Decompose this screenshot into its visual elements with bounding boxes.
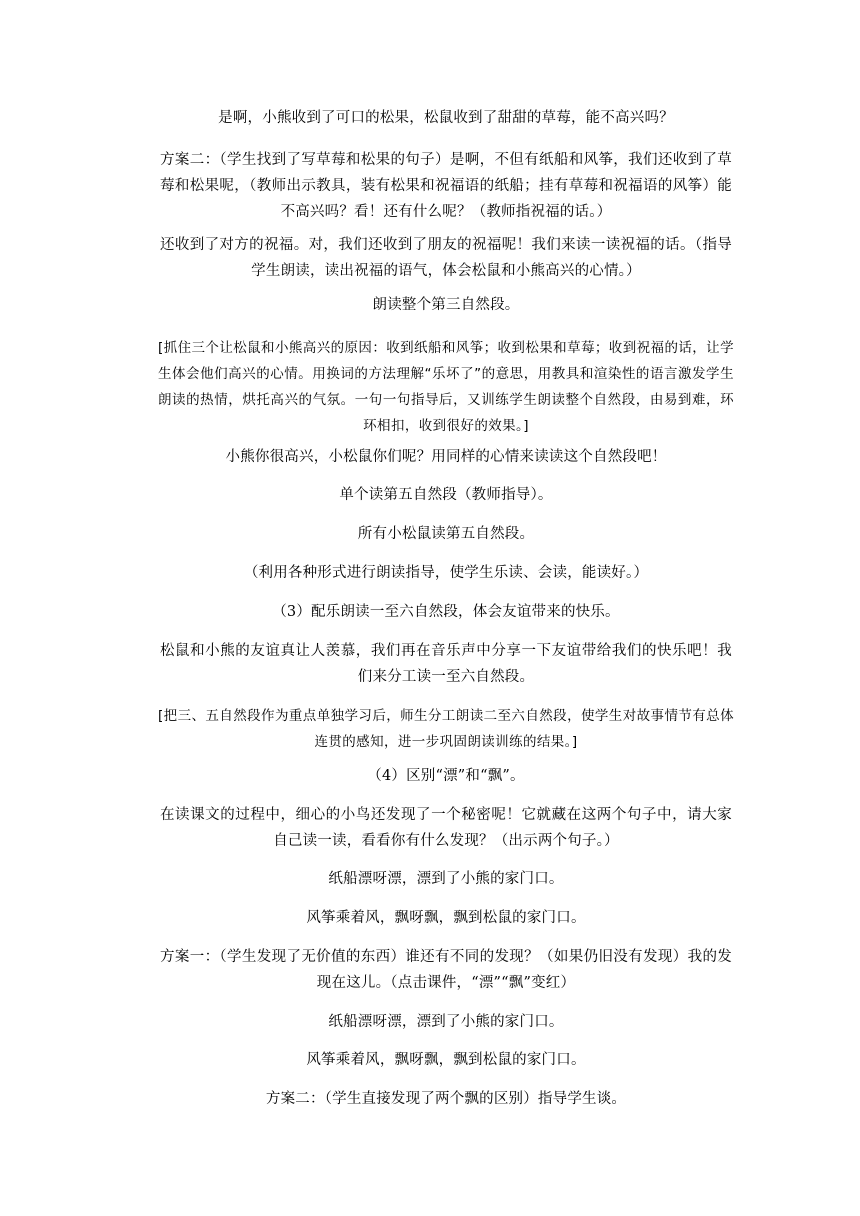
paragraph-9: （3）配乐朗读一至六自然段，体会友谊带来的快乐。 xyxy=(272,604,620,620)
paragraph-6: 单个读第五自然段（教师指导）。 xyxy=(339,487,553,503)
paragraph-2: 方案二：（学生找到了写草莓和松果的句子）是啊，不但有纸船和风筝，我们还收到了草莓和松果呢，（教师出示教具，装有松果和祝福语的纸船；挂有草莓和祝福语的风筝）能不高兴吗？看！还有什么呢？（教师指祝福的话。） xyxy=(160,152,732,220)
example-sentence-4: 风筝乘着风，飘呀飘，飘到松鼠的家门口。 xyxy=(306,1052,586,1068)
paragraph-7: 所有小松鼠读第五自然段。 xyxy=(357,526,535,542)
paragraph-4: 朗读整个第三自然段。 xyxy=(372,297,520,313)
paragraph-12: 在读课文的过程中，细心的小鸟还发现了一个秘密呢！它就藏在这两个句子中，请大家自己读一读，看看你有什么发现？（出示两个句子。） xyxy=(160,807,732,849)
paragraph-11: （4）区别“漂”和“飘”。 xyxy=(367,768,525,784)
example-sentence-3: 纸船漂呀漂，漂到了小熊的家门口。 xyxy=(328,1014,564,1030)
paragraph-10: 松鼠和小熊的友谊真让人羡慕，我们再在音乐声中分享一下友谊带给我们的快乐吧！我们来分工读一至六自然段。 xyxy=(160,643,732,685)
annotation-1: [抓住三个让松鼠和小熊高兴的原因：收到纸船和风筝；收到松果和草莓；收到祝福的话，让学生体会他们高兴的心情。用换词的方法理解“乐坏了”的意思，用教具和渲染性的语言激发学生朗读的热情，烘托高兴的气氛。一句一句指导后，又训练学生朗读整个自然段，由易到难，环环相扣，收到很好的效果。] xyxy=(158,340,734,434)
example-sentence-1: 纸船漂呀漂，漂到了小熊的家门口。 xyxy=(328,871,564,887)
paragraph-3: 还收到了对方的祝福。对，我们还收到了朋友的祝福呢！我们来读一读祝福的话。（指导学生朗读，读出祝福的语气，体会松鼠和小熊高兴的心情。） xyxy=(160,237,732,279)
paragraph-1: 是啊，小熊收到了可口的松果，松鼠收到了甜甜的草莓，能不高兴吗？ xyxy=(218,110,674,126)
example-sentence-2: 风筝乘着风，飘呀飘，飘到松鼠的家门口。 xyxy=(306,910,586,926)
annotation-2: [把三、五自然段作为重点单独学习后，师生分工朗读二至六自然段，使学生对故事情节有总体连贯的感知，进一步巩固朗读训练的结果。] xyxy=(158,708,734,750)
paragraph-8: （利用各种形式进行朗读指导，使学生乐读、会读，能读好。） xyxy=(243,565,649,581)
paragraph-13: 方案一：（学生发现了无价值的东西）谁还有不同的发现？（如果仍旧没有发现）我的发现在这儿。（点击课件，“漂”“飘”变红） xyxy=(160,949,732,991)
paragraph-5: 小熊你很高兴，小松鼠你们呢？用同样的心情来读读这个自然段吧！ xyxy=(225,449,667,465)
paragraph-14: 方案二：（学生直接发现了两个飘的区别）指导学生谈。 xyxy=(265,1091,627,1107)
